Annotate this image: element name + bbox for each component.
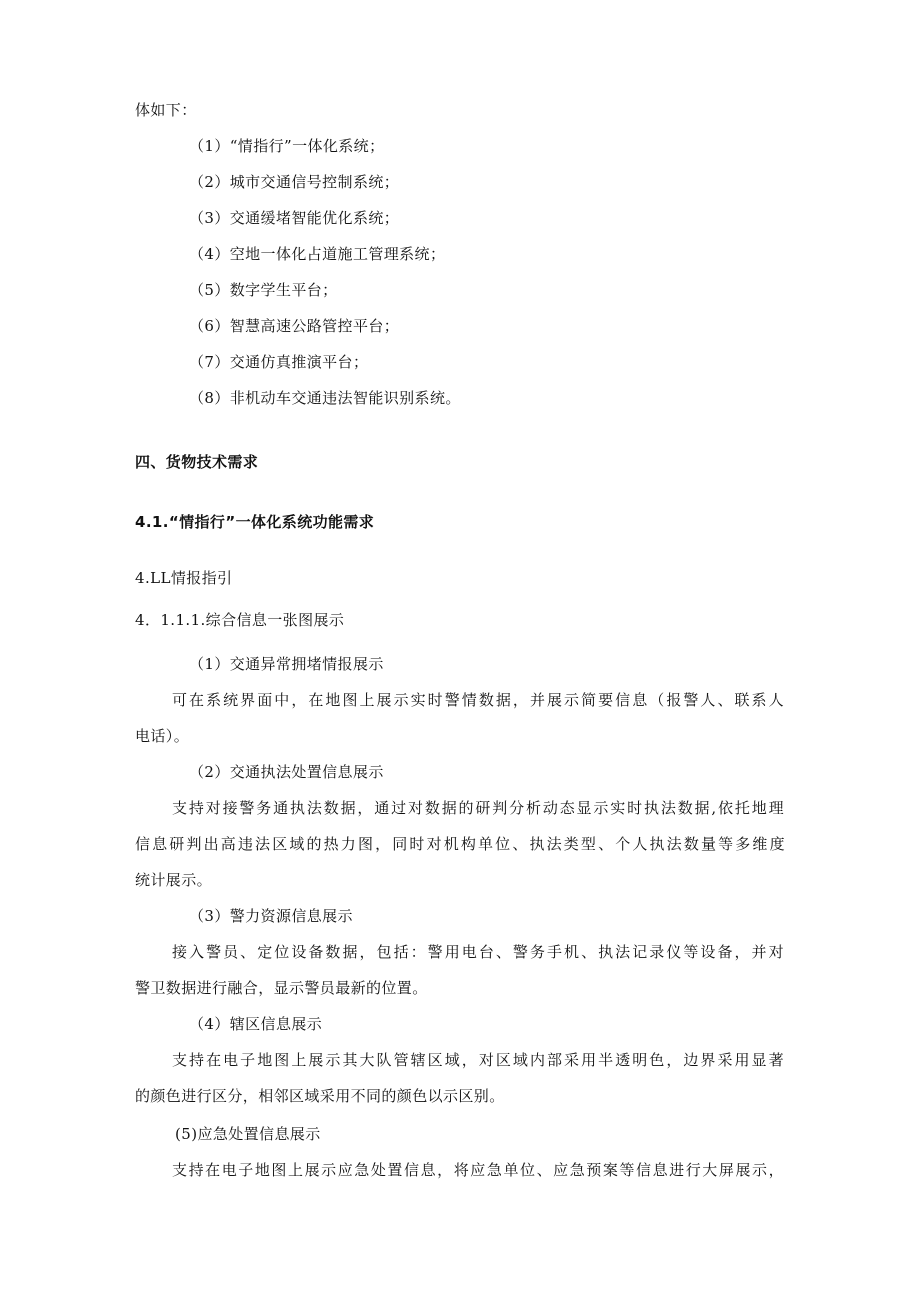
item-heading: （3）警力资源信息展示: [189, 907, 353, 925]
item-heading: （1）交通异常拥堵情报展示: [189, 655, 384, 673]
list-item: （2）城市交通信号控制系统；: [189, 173, 400, 191]
subsubsubsection-heading: 4．1.1.1.综合信息一张图展示: [135, 611, 345, 629]
paragraph-line: 信息研判出高违法区域的热力图，同时对机构单位、执法类型、个人执法数量等多维度: [135, 835, 785, 853]
item-heading: （4）辖区信息展示: [189, 1015, 323, 1033]
list-item: （7）交通仿真推演平台；: [189, 353, 369, 371]
list-item: （8）非机动车交通违法智能识别系统。: [189, 389, 461, 407]
paragraph-line: 统计展示。: [135, 871, 213, 889]
subsection-heading: 4.1.“情指行”一体化系统功能需求: [135, 513, 375, 531]
intro-continuation: 体如下：: [135, 101, 197, 119]
paragraph-line: 支持对接警务通执法数据，通过对数据的研判分析动态显示实时执法数据,依托地理: [172, 799, 784, 817]
paragraph-line: 可在系统界面中，在地图上展示实时警情数据，并展示简要信息（报警人、联系人: [172, 691, 784, 709]
subsubsection-heading: 4.LL情报指引: [135, 569, 233, 587]
list-item: （6）智慧高速公路管控平台；: [189, 317, 400, 335]
list-item: （3）交通缓堵智能优化系统；: [189, 209, 400, 227]
item-heading: (5)应急处置信息展示: [175, 1125, 321, 1143]
list-item: （1）“情指行”一体化系统；: [189, 137, 385, 155]
item-heading: （2）交通执法处置信息展示: [189, 763, 384, 781]
paragraph-line: 支持在电子地图上展示应急处置信息，将应急单位、应急预案等信息进行大屏展示，: [172, 1161, 784, 1179]
paragraph-line: 电话）。: [135, 727, 190, 745]
list-item: （4）空地一体化占道施工管理系统；: [189, 245, 446, 263]
paragraph-line: 支持在电子地图上展示其大队管辖区域，对区域内部采用半透明色，边界采用显著: [172, 1051, 784, 1069]
paragraph-line: 警卫数据进行融合，显示警员最新的位置。: [135, 979, 428, 997]
section-heading: 四、货物技术需求: [135, 453, 259, 471]
list-item: （5）数字学生平台；: [189, 281, 338, 299]
paragraph-line: 接入警员、定位设备数据，包括：警用电台、警务手机、执法记录仪等设备，并对: [172, 943, 784, 961]
paragraph-line: 的颜色进行区分，相邻区域采用不同的颜色以示区别。: [135, 1087, 505, 1105]
